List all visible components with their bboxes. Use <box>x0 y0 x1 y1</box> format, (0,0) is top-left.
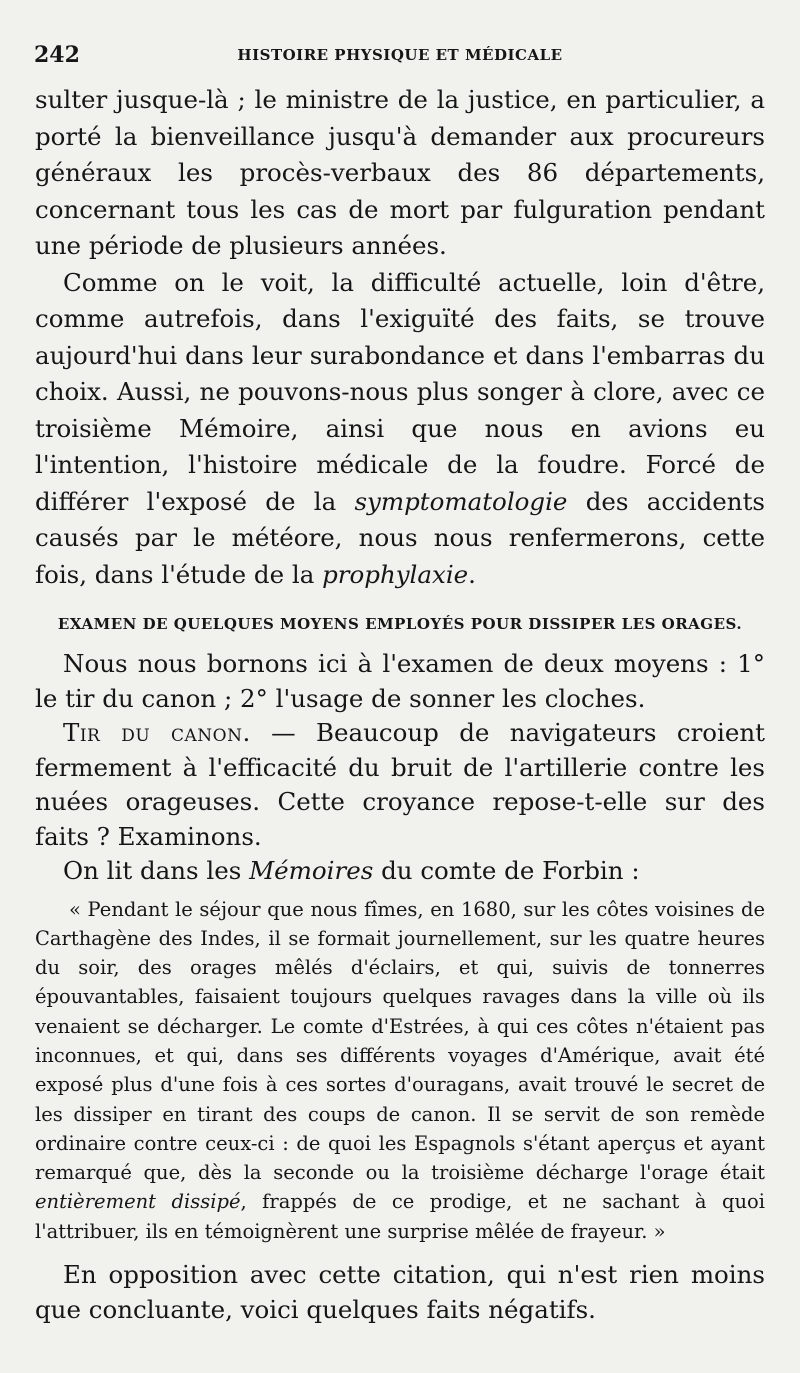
paragraph-text: — Beaucoup de navigateurs croient fermement à l'efficacité du bruit de l'artillerie contre les nuées orageuses. Cette croyance repose-t-elle sur des faits ? Examinons. <box>35 718 765 851</box>
section-title: EXAMEN DE QUELQUES MOYENS EMPLOYÉS POUR DISSIPER LES ORAGES. <box>57 615 743 633</box>
paragraph-comme-on-le-voit <box>35 265 765 594</box>
emphasis-symptomatologie: symptomatologie <box>354 486 568 516</box>
quote-text: , frappés de ce prodige, et ne sachant à quoi l'attribuer, ils en témoignèrent une surprise mêlée de frayeur. » <box>35 1190 765 1243</box>
paragraph-continuation: sulter jusque-là ; le ministre de la justice, en particulier, a porté la bienveillance jusqu'à demander aux procureurs généraux les procès-verbaux des 86 départements, concernant tous les cas de mort par fulguration pendant une période de plusieurs années. <box>35 85 765 260</box>
paragraph-nous-nous-bornons: Nous nous bornons ici à l'examen de deux moyens : 1° le tir du canon ; 2° l'usage de sonner les cloches. <box>35 649 765 713</box>
emphasis-entierement-dissipe: entièrement dissipé <box>35 1190 241 1214</box>
emphasis-memoires: Mémoires <box>249 856 374 885</box>
emphasis-prophylaxie: prophylaxie <box>322 559 469 589</box>
page-number: 242 <box>34 42 80 68</box>
page-body <box>35 82 765 1327</box>
paragraph-tir-du-canon <box>35 716 765 854</box>
block-quote-forbin <box>35 895 765 1247</box>
paragraph-on-lit <box>35 854 765 889</box>
paragraph-text: Comme on le voit, la difficulté actuelle, loin d'être, comme autrefois, dans l'exiguïté des faits, se trouve aujourd'hui dans leur surabondance et dans l'embarras du choix. Aussi, ne pouvons-nous plus songer à clore, avec ce troisième Mémoire, ainsi que nous en avions eu l'intention, l'histoire médicale de la foudre. Forcé de différer l'exposé de la <box>35 267 765 516</box>
subsection-heading: Tir du canon. <box>63 718 251 747</box>
paragraph-en-opposition: En opposition avec cette citation, qui n'est rien moins que concluante, voici quelques faits négatifs. <box>35 1260 765 1324</box>
quote-text: « Pendant le séjour que nous fîmes, en 1680, sur les côtes voisines de Carthagène des Indes, il se formait journellement, sur les quatre heures du soir, des orages mêlés d'éclairs, et qui, suivis de tonnerres épouvantables, faisaient toujours quelques ravages dans la ville où ils venaient se décharger. Le comte d'Estrées, à qui ces côtes n'étaient pas inconnues, et qui, dans ses différents voyages d'Amérique, avait été exposé plus d'une fois à ces sortes d'ouragans, avait trouvé le secret de les dissiper en tirant des coups de canon. Il se servit de son remède ordinaire contre ceux-ci : de quoi les Espagnols s'étant aperçus et ayant remarqué que, dès la seconde ou la troisième décharge l'orage était <box>35 897 765 1185</box>
paragraph-text: On lit dans les <box>63 856 250 885</box>
paragraph-text: du comte de Forbin : <box>373 856 640 885</box>
page-header <box>34 42 766 72</box>
paragraph-text: des accidents causés par le météore, nous nous renfermerons, cette fois, dans l'étude de la <box>35 486 765 589</box>
paragraph-text: . <box>468 559 476 589</box>
running-head: HISTOIRE PHYSIQUE ET MÉDICALE <box>237 46 563 64</box>
